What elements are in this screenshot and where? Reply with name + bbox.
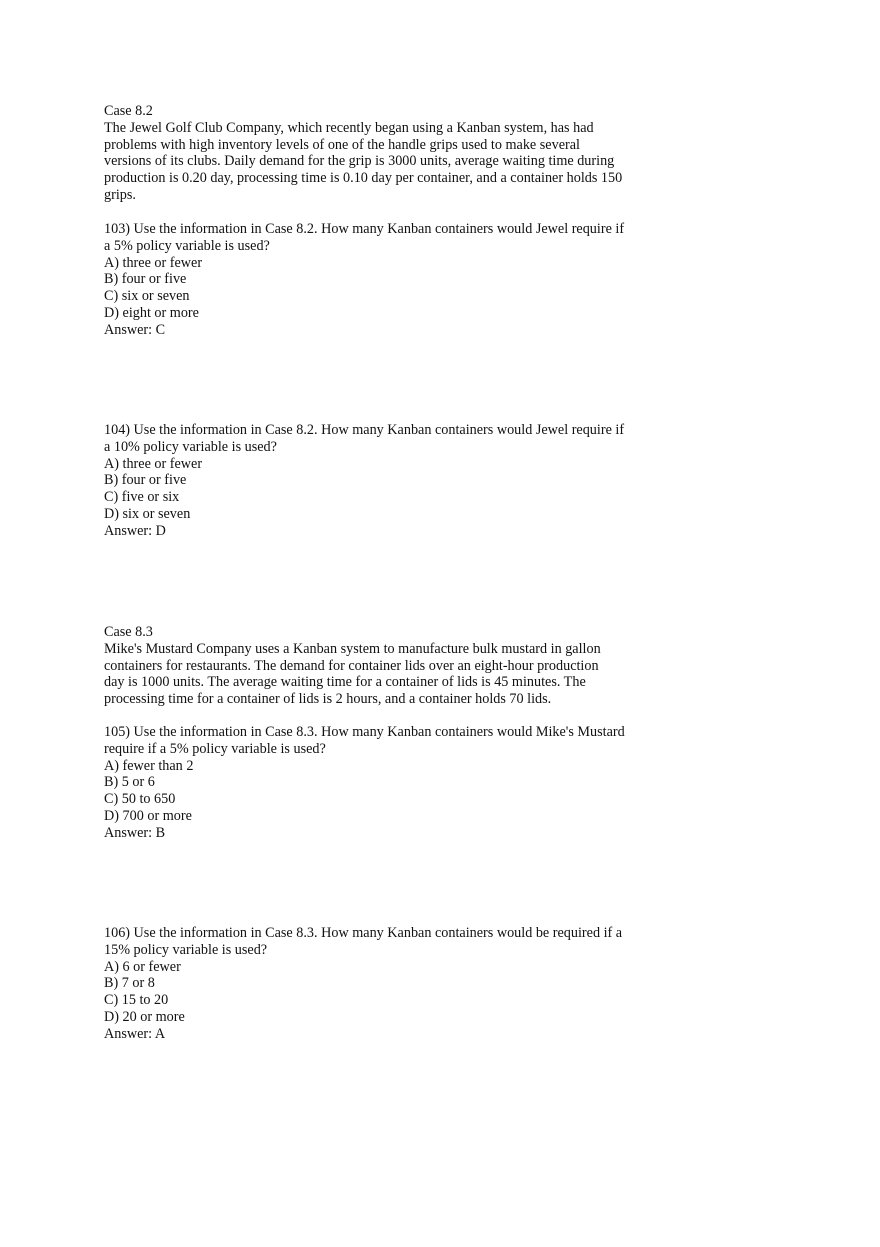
option-a: A) 6 or fewer xyxy=(104,958,181,975)
question-105 xyxy=(104,724,644,842)
option-b: B) 5 or 6 xyxy=(104,774,155,791)
case-text-line: Mike's Mustard Company uses a Kanban system to manufacture bulk mustard in gallon xyxy=(104,640,601,657)
case-text-line: processing time for a container of lids is 2 hours, and a container holds 70 lids. xyxy=(104,691,552,708)
case-title: Case 8.3 xyxy=(104,624,153,640)
answer-line: Answer: A xyxy=(104,1025,166,1042)
answer-line: Answer: C xyxy=(104,321,166,338)
option-d: D) six or seven xyxy=(104,505,191,522)
case-text-line: The Jewel Golf Club Company, which recently began using a Kanban system, has had xyxy=(104,119,594,136)
case-text-line: production is 0.20 day, processing time is 0.10 day per container, and a container holds 150 xyxy=(104,170,623,187)
case-text-line: containers for restaurants. The demand for container lids over an eight-hour production xyxy=(104,657,599,674)
question-104 xyxy=(104,422,644,540)
option-d: D) 20 or more xyxy=(104,1008,185,1025)
question-text-line: 105) Use the information in Case 8.3. How many Kanban containers would Mike's Mustard xyxy=(104,724,625,740)
question-103 xyxy=(104,221,644,339)
question-106 xyxy=(104,925,644,1043)
question-text-line: require if a 5% policy variable is used? xyxy=(104,740,326,757)
option-c: C) five or six xyxy=(104,489,180,506)
case-8-2-section xyxy=(104,103,644,204)
question-text-line: 106) Use the information in Case 8.3. How many Kanban containers would be required if a xyxy=(104,925,623,941)
option-d: D) 700 or more xyxy=(104,807,192,824)
case-8-3-section xyxy=(104,624,644,708)
case-text-line: versions of its clubs. Daily demand for the grip is 3000 units, average waiting time during xyxy=(104,153,615,170)
option-b: B) 7 or 8 xyxy=(104,975,155,992)
option-c: C) 15 to 20 xyxy=(104,992,169,1009)
option-a: A) three or fewer xyxy=(104,254,203,271)
option-c: C) 50 to 650 xyxy=(104,791,176,808)
option-a: A) three or fewer xyxy=(104,455,203,472)
answer-line: Answer: D xyxy=(104,522,166,539)
question-text-line: 103) Use the information in Case 8.2. How many Kanban containers would Jewel require if xyxy=(104,221,625,237)
option-b: B) four or five xyxy=(104,472,187,489)
answer-line: Answer: B xyxy=(104,824,166,841)
option-a: A) fewer than 2 xyxy=(104,757,194,774)
question-text-line: 104) Use the information in Case 8.2. How many Kanban containers would Jewel require if xyxy=(104,422,625,438)
question-text-line: a 5% policy variable is used? xyxy=(104,237,270,254)
question-text-line: 15% policy variable is used? xyxy=(104,941,268,958)
option-b: B) four or five xyxy=(104,271,187,288)
case-text-line: day is 1000 units. The average waiting time for a container of lids is 45 minutes. The xyxy=(104,674,586,691)
option-d: D) eight or more xyxy=(104,304,199,321)
option-c: C) six or seven xyxy=(104,288,190,305)
question-text-line: a 10% policy variable is used? xyxy=(104,438,277,455)
case-text-line: grips. xyxy=(104,186,136,203)
case-title: Case 8.2 xyxy=(104,103,153,119)
case-text-line: problems with high inventory levels of one of the handle grips used to make several xyxy=(104,136,580,153)
